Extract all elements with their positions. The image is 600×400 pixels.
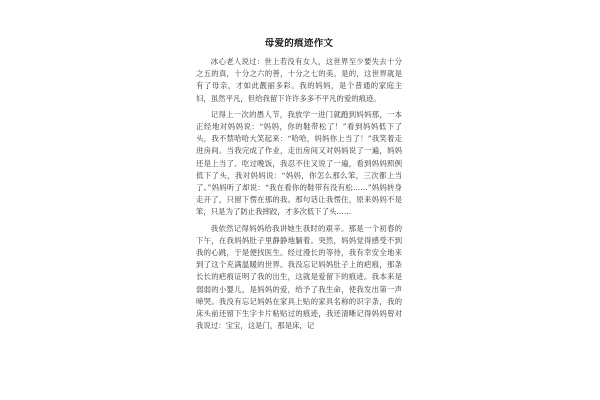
document-title: 母爱的痕迹作文 (264, 38, 334, 49)
paragraph-3: 我依然记得妈妈给我讲她生我时的艰辛。那是一个初春的下午，在我妈妈肚子里静静地躺着。突然，妈妈觉得感受不到我的心跳，于是便找医生。经过漫长的等待，我有幸安全地来到了这个充满温暖的世界。我没忘记妈妈肚子上的疤痕，那条长长的疤痕证明了我的出生，这就是爱留下的痕迹。我本来是弱弱的小婴儿，是妈妈的爱，给予了我生命，使我发出第一声啼哭。我没有忘记妈妈在家具上贴的家具名称的识字条，我的床头前还留下生字卡片粘贴过的痕迹，我还清晰记得妈妈曾对我说过：宝宝，这是门，那是床，记 (196, 223, 402, 331)
paragraph-2: 记得上一次的愚人节，我放学一进门就跑到妈妈那，一本正经地对妈妈说：“妈妈，你的鞋带松了！”看到妈妈低下了头，我不禁哈哈大笑起来：“哈哈，妈妈你上当了！”我笑着走进房间。当我完成了作业，走出房间又对妈妈说了一遍，妈妈还是上当了。吃过晚饭，我忍不住又说了一遍，看到妈妈照例低下了头，我对妈妈说：“妈妈，你怎么那么笨，三次都上当了。”妈妈听了却说：“我在看你的鞋带有没有松……”妈妈转身走开了，只留下愣在那的我。那句话让我愣住，原来妈妈不是笨，只是为了防止我摔跤，才多次低下了头…… (196, 109, 402, 217)
paragraph-1: 冰心老人说过：世上若没有女人，这世界至少要失去十分之五的真，十分之六的善，十分之七的美。是的，这世界就是有了母亲，才如此靓丽多彩。我的妈妈，是个普通的家庭主妇，虽然平凡，但给我留下许许多多不平凡的爱的痕迹。 (196, 57, 402, 103)
document-page (196, 38, 402, 400)
